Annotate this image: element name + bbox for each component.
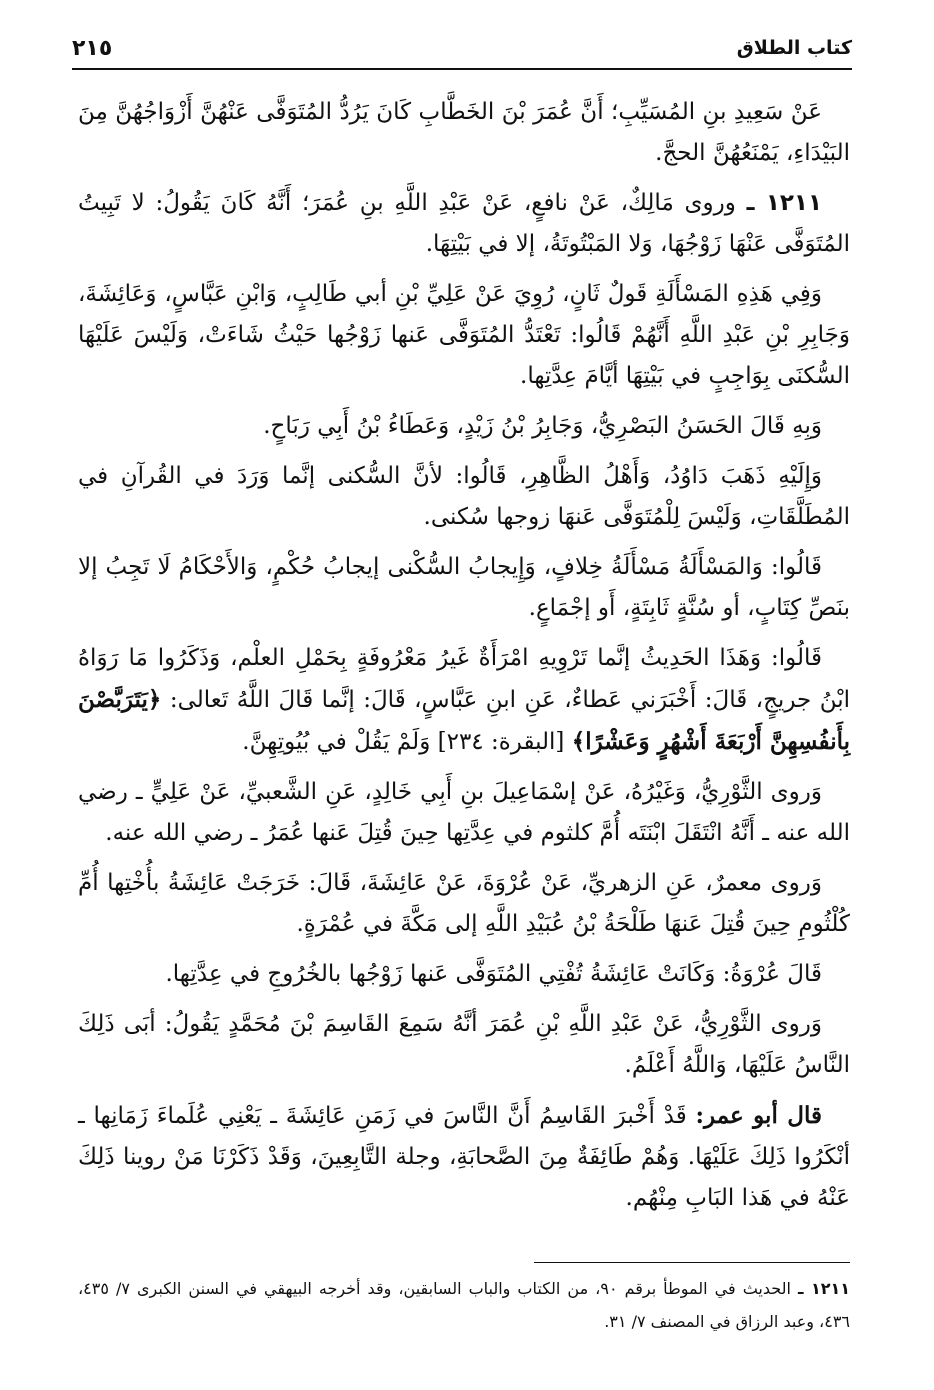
running-title: كتاب الطلاق [736,37,852,59]
paragraph-text: وَروى معمرٌ، عَنِ الزهريِّ، عَنْ عُرْوَةَ، عَنْ عَائِشَةَ، قَالَ: خَرَجَتْ عَائِشَةُ بأُخْتِها أُمِّ كُلْثُومِ حِينَ قُتِلَ عَنهَا طَلْحَةُ بْنُ عُبَيْدِ اللَّهِ إلى مَكَّةَ في عُمْرَةٍ. [78,870,850,937]
paragraph [78,183,850,265]
main-text [78,92,850,1228]
footnote-divider [534,1262,850,1263]
paragraph [78,547,850,629]
paragraph [78,772,850,854]
paragraph-text: وَفِي هَذِهِ المَسْأَلَةِ قَولٌ ثَانٍ، رُوِيَ عَنْ عَلِيِّ بْنِ أبي طَالِبٍ، وَابْنِ عَبَّاسٍ، وَعَائِشَةَ، وَجَابِرِ بْنِ عَبْدِ اللَّهِ أَنَّهُمْ قَالُوا: تَعْتَدُّ المُتَوَفَّى عَنها زَوْجُها حَيْثُ شَاءَتْ، وَلَيْسَ عَلَيْهَا السُّكنَى بِوَاجِبٍ في بَيْتِهَا أيَّامَ عِدَّتِها. [78,281,850,389]
footnote-text: الحديث في الموطأ برقم ٩٠، من الكتاب والباب السابقين، وقد أخرجه البيهقي في السنن الكبرى ٧/ ٤٣٥، ٤٣٦، وعبد الرزاق في المصنف ٧/ ٣١. [78,1279,850,1331]
paragraph [78,954,850,995]
footnotes [78,1272,850,1338]
paragraph [78,456,850,538]
paragraph-text: وَبِهِ قَالَ الحَسَنُ البَصْرِيُّ، وَجَابِرُ بْنُ زَيْدٍ، وَعَطَاءُ بْنُ أَبِي رَبَاحٍ. [263,413,822,439]
paragraph [78,92,850,174]
paragraph-text: وَروى الثَّوْرِيُّ، عَنْ عَبْدِ اللَّهِ بْنِ عُمَرَ أنَّهُ سَمِعَ القَاسِمَ بْنَ مُحَمَّدٍ يَقُولُ: أبَى ذَلِكَ النَّاسُ عَلَيْهَا، وَاللَّهُ أَعْلَمُ. [78,1011,850,1078]
paragraph [78,863,850,945]
footnote-number: ١٢١١ ـ [797,1279,851,1298]
footnote [78,1272,850,1338]
paragraph [78,1095,850,1219]
quran-verse: ﴿يَتَرَبَّصْنَ بِأَنفُسِهِنَّ أَرْبَعَةَ أَشْهُرٍ وَعَشْرًا﴾ [78,686,850,755]
hadith-number: ١٢١١ ـ [746,190,823,216]
paragraph-text: وَإِلَيْهِ ذَهَبَ دَاوُدُ، وَأَهْلُ الظَّاهِرِ، قَالُوا: لأنَّ السُّكنى إنَّما وَرَدَ في القُرآنِ في المُطَلَّقَاتِ، وَلَيْسَ لِلْمُتَوَفَّى عَنهَا زوجها سُكنى. [78,463,850,530]
page-header [72,28,852,70]
paragraph [78,1004,850,1086]
paragraph-text-after: [البقرة: ٢٣٤] وَلَمْ يَقُلْ في بُيُوتِهِنَّ. [242,729,565,755]
page-number: ٢١٥ [72,35,113,61]
paragraph-text: قَالَ عُرْوَةُ: وَكَانَتْ عَائِشَةُ تُفْتِي المُتَوَفَّى عَنها زَوْجُها بالخُرُوجِ في عِدَّتِها. [165,961,822,987]
paragraph-text: قَالُوا: وَهَذَا الحَدِيثُ إنَّما تَرْوِيهِ امْرَأَةٌ غَيرُ مَعْرُوفَةٍ بِحَمْلِ العلْم، وَذَكَرُوا مَا رَوَاهُ ابْنُ جريجٍ، قَالَ: أَخْبَرَني عَطاءٌ، عَنِ ابنِ عَبَّاسٍ، قَالَ: إنَّما قَالَ اللَّهُ تَعالى: [78,645,850,713]
paragraph-text: وروى مَالِكٌ، عَنْ نافعٍ، عَنْ عَبْدِ اللَّهِ بنِ عُمَرَ؛ أَنَّهُ كَانَ يَقُولُ: لا تَبِيتُ المُتَوَفَّى عَنْهَا زَوْجُهَا، وَلا المَبْتُوتَةُ، إلا في بَيْتِهَا. [78,190,850,257]
paragraph-text: وَروى الثَّوْرِيُّ، وَغَيْرُهُ، عَنْ إسْمَاعِيلَ بنِ أَبِي خَالِدٍ، عَنِ الشَّعبيِّ، عَنْ عَلِيٍّ ـ رضي الله عنه ـ أَنَّهُ انْتَقَلَ ابْنَتَه أُمَّ كلثوم في عِدَّتِها حِينَ قُتِلَ عَنها عُمَرُ ـ رضي الله عنه. [78,779,850,846]
paragraph-text: عَنْ سَعِيدِ بنِ المُسَيِّبِ؛ أَنَّ عُمَرَ بْنَ الخَطَّابِ كَانَ يَرُدُّ المُتَوَفَّى عَنْهُنَّ أَزْوَاجُهُنَّ مِنَ البَيْدَاءِ، يَمْنَعُهُنَّ الحجَّ. [78,99,850,166]
paragraph [78,274,850,397]
paragraph [78,638,850,763]
paragraph [78,406,850,447]
paragraph-text: قَالُوا: وَالمَسْأَلَةُ مَسْأَلَةُ خِلافٍ، وَإِيجابُ السُّكْنى إيجابُ حُكْمٍ، وَالأَحْكَامُ لَا تَجِبُ إلا بنَصِّ كِتَابٍ، أو سُنَّةٍ ثَابِتَةٍ، أَو إجْمَاعٍ. [78,554,850,621]
paragraph-text: قَدْ أَخْبرَ القَاسِمُ أَنَّ النَّاسَ في زَمَنِ عَائِشَةَ ـ يَعْنِي عُلَماءَ زَمَانِها ـ أنْكَرُوا ذَلِكَ عَلَيْهَا. وَهُمْ طَائِفَةٌ مِنَ الصَّحابَةِ، وجلة التَّابِعِينَ، وَقَدْ ذَكَرْنَا مَنْ روينا ذَلِكَ عَنْهُ في هَذا البَابِ مِنْهُم. [78,1103,850,1211]
speaker-label: قال أبو عمر: [695,1102,823,1129]
